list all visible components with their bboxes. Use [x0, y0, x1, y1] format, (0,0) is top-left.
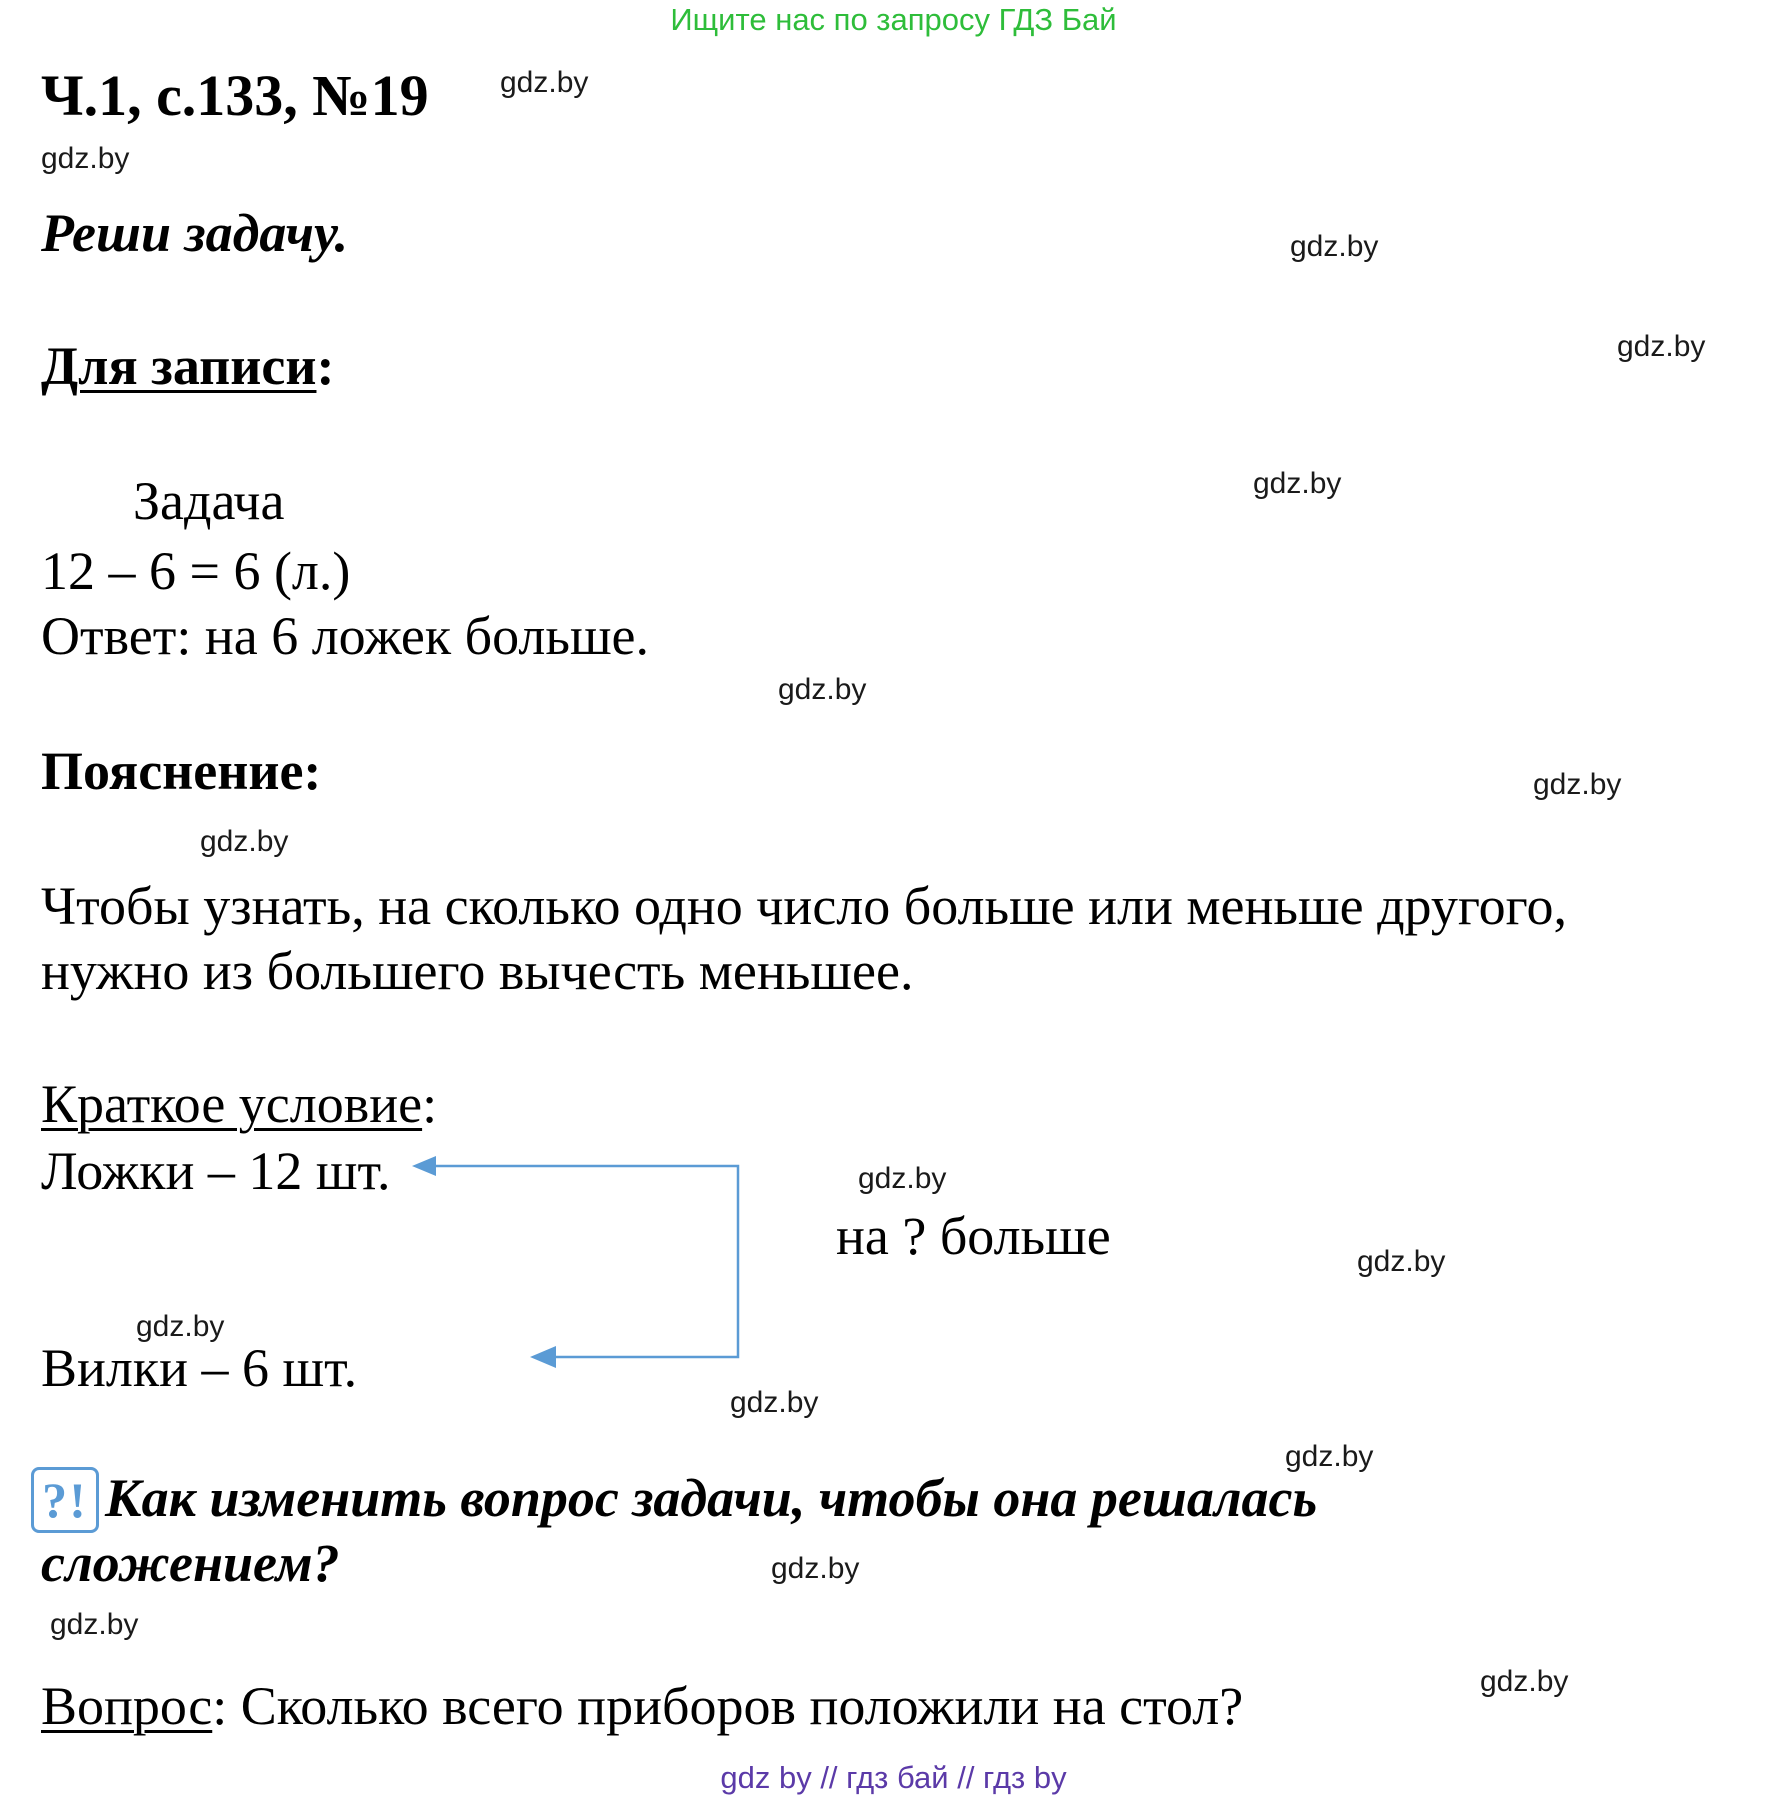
explanation-line-2: нужно из большего вычесть меньшее. [41, 941, 914, 1001]
record-heading-label: Для записи [41, 336, 317, 396]
answer-text: Ответ: на 6 ложек больше. [41, 606, 650, 666]
explanation-heading: Пояснение: [41, 741, 322, 801]
task-instruction: Реши задачу. [41, 203, 349, 263]
comparison-label: на ? больше [836, 1206, 1111, 1266]
forks-condition: Вилки – 6 шт. [41, 1338, 358, 1398]
solution-expression: 12 – 6 = 6 (л.) [41, 541, 351, 601]
watermark: gdz.by [200, 825, 289, 858]
watermark: gdz.by [771, 1552, 860, 1585]
watermark: gdz.by [1617, 330, 1706, 363]
final-question-text: : Сколько всего приборов положили на стол? [212, 1676, 1244, 1736]
short-condition-heading-label: Краткое условие [41, 1074, 423, 1134]
record-heading-colon: : [316, 336, 335, 396]
watermark: gdz.by [41, 142, 130, 175]
watermark: gdz.by [1290, 230, 1379, 263]
watermark: gdz.by [1480, 1665, 1569, 1698]
watermark: gdz.by [778, 673, 867, 706]
short-condition-heading-colon: : [422, 1074, 438, 1134]
watermark: gdz.by [730, 1386, 819, 1419]
watermark: gdz.by [858, 1162, 947, 1195]
arrow-head-top [412, 1156, 436, 1176]
question-badge-icon: ?! [31, 1467, 99, 1533]
watermark: gdz.by [500, 66, 589, 99]
watermark: gdz.by [1357, 1245, 1446, 1278]
arrow-head-bottom [530, 1346, 556, 1368]
bottom-banner[interactable]: gdz by // гдз бай // гдз by [720, 1760, 1067, 1795]
watermark: gdz.by [1533, 768, 1622, 801]
top-banner[interactable]: Ищите нас по запросу ГДЗ Бай [670, 2, 1117, 37]
explanation-line-1: Чтобы узнать, на сколько одно число больше или меньше другого, [41, 876, 1567, 936]
watermark: gdz.by [50, 1608, 139, 1641]
question-line-2: сложением? [41, 1533, 340, 1593]
watermark: gdz.by [136, 1310, 225, 1343]
watermark: gdz.by [1285, 1440, 1374, 1473]
watermark: gdz.by [1253, 467, 1342, 500]
question-line-1: Как изменить вопрос задачи, чтобы она решалась [105, 1468, 1318, 1528]
spoons-condition: Ложки – 12 шт. [41, 1141, 391, 1201]
final-question-label: Вопрос [41, 1676, 213, 1736]
final-question [41, 1675, 1243, 1737]
bracket-line [418, 1166, 738, 1357]
page-title: Ч.1, с.133, №19 [41, 63, 429, 128]
problem-label: Задача [133, 471, 285, 531]
